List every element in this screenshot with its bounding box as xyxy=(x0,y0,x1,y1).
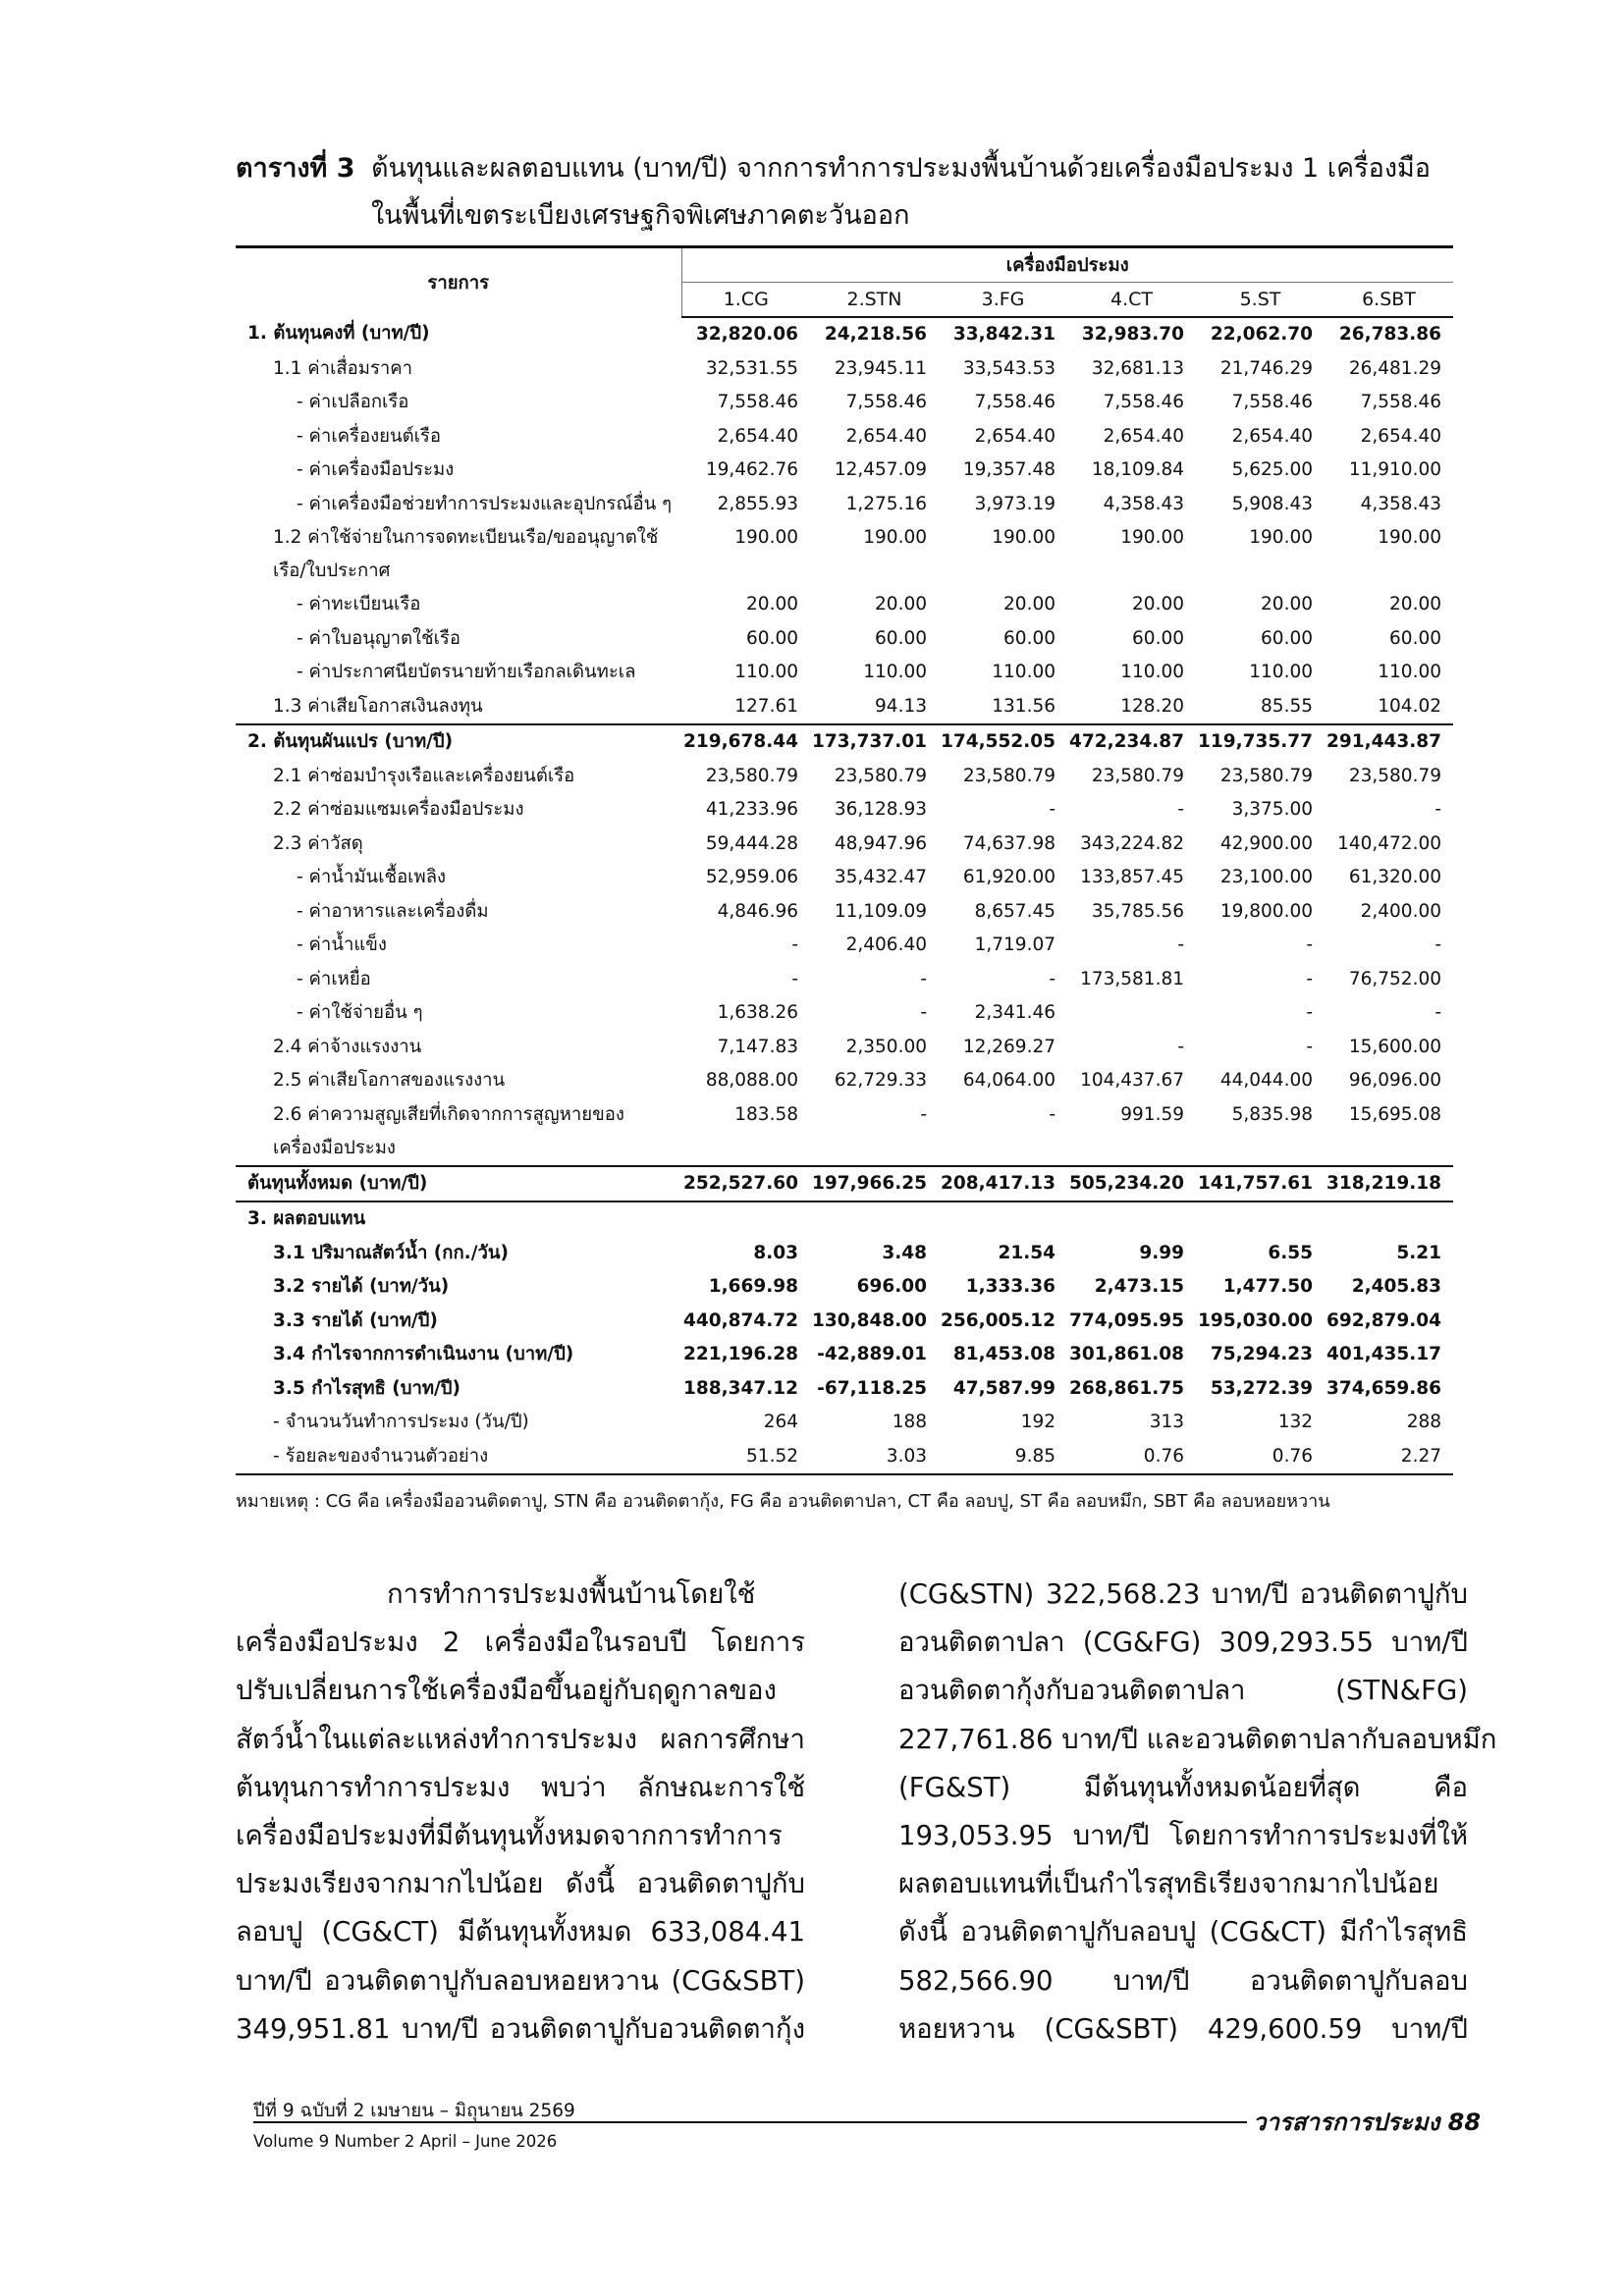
table-row xyxy=(236,724,1453,760)
row-label: 2. ต้นทุนผันแปร (บาท/ปี) xyxy=(236,724,681,760)
text-line: 193,053.95 บาท/ปี โดยการทำการประมงที่ให้ xyxy=(898,1820,1468,1852)
row-label: - ค่าใช้จ่ายอื่น ๆ xyxy=(297,1002,423,1023)
cell-value: 11,109.09 xyxy=(834,900,927,922)
cell-value: 219,678.44 xyxy=(681,724,810,760)
cell-value: 33,543.53 xyxy=(962,357,1056,379)
row-label: 1.3 ค่าเสียโอกาสเงินลงทุน xyxy=(273,695,483,717)
cell-value: 133,857.45 xyxy=(1080,867,1184,887)
cell-value: 3.48 xyxy=(882,1242,927,1263)
cell-value: 4,358.43 xyxy=(1103,493,1184,514)
text-line: ลอบปู (CG&CT) มีต้นทุนทั้งหมด 633,084.41 xyxy=(236,1916,805,1949)
cell-value: 7,147.83 xyxy=(717,1036,798,1057)
text-line: อวนติดตากุ้งกับอวนติดตาปลา (STN&FG) xyxy=(898,1675,1468,1707)
cell-value: 23,945.11 xyxy=(834,357,927,379)
cell-value: 2.27 xyxy=(1325,1440,1453,1475)
table-row xyxy=(236,895,1453,930)
cell-value: 20.00 xyxy=(875,594,927,614)
cell-value: 9.85 xyxy=(939,1440,1067,1475)
row-label: ต้นทุนทั้งหมด (บาท/ปี) xyxy=(236,1166,681,1202)
cell-value: 2,350.00 xyxy=(845,1036,927,1057)
cell-value: 44,044.00 xyxy=(1219,1070,1313,1091)
cell-value: 3,973.19 xyxy=(974,493,1056,514)
cell-value: - xyxy=(1306,1002,1313,1023)
row-label: - ค่าเหยื่อ xyxy=(297,968,371,989)
cell-value: 104.02 xyxy=(1378,695,1441,717)
cell-value: 440,874.72 xyxy=(682,1309,798,1331)
cell-value: 2,654.40 xyxy=(845,425,927,447)
table-caption-label: ตารางที่ 3 xyxy=(236,153,355,184)
table-row xyxy=(236,1166,1453,1202)
cell-value: 20.00 xyxy=(1389,594,1441,614)
cell-value: 81,453.08 xyxy=(952,1344,1056,1364)
cell-value: 104,437.67 xyxy=(1080,1070,1184,1091)
text-line: 349,951.81 บาท/ปี อวนติดตาปูกับอวนติดตากุ้ง xyxy=(236,2012,805,2045)
cell-value: -42,889.01 xyxy=(817,1344,927,1364)
cell-value: 7,558.46 xyxy=(1231,392,1313,412)
row-label: - ค่าเครื่องมือช่วยทำการประมงและอุปกรณ์อื่น ๆ xyxy=(297,493,673,514)
row-label: 1.2 ค่าใช้จ่ายในการจดทะเบียนเรือ/ขออนุญาตใช้เรือ/ใบประกาศ xyxy=(273,527,659,581)
cell-value: - xyxy=(1435,1002,1441,1023)
text-line: อวนติดตาปลา (CG&FG) 309,293.55 บาท/ปี xyxy=(898,1627,1468,1659)
cell-value: 692,879.04 xyxy=(1326,1309,1441,1331)
cell-value: 32,983.70 xyxy=(1081,324,1184,345)
cell-value: 2,654.40 xyxy=(974,425,1056,447)
row-label: 2.2 ค่าซ่อมแซมเครื่องมือประมง xyxy=(273,799,524,820)
cell-value xyxy=(1196,1201,1325,1237)
cell-value: 18,109.84 xyxy=(1091,459,1184,480)
cell-value: 2,341.46 xyxy=(974,1002,1056,1023)
cell-value: 74,637.98 xyxy=(962,832,1056,854)
table-row xyxy=(236,1201,1453,1237)
cell-value: 318,219.18 xyxy=(1325,1166,1453,1202)
cell-value: 1,333.36 xyxy=(965,1276,1056,1297)
cell-value: 47,587.99 xyxy=(952,1377,1056,1399)
cell-value: 2,855.93 xyxy=(717,493,798,514)
cell-value xyxy=(681,1201,810,1237)
cell-value: 60.00 xyxy=(1261,627,1313,649)
text-line: 227,761.86 บาท/ปี และอวนติดตาปลากับลอบหมึก xyxy=(898,1723,1497,1755)
row-label: - ค่าเครื่องยนต์เรือ xyxy=(297,425,441,447)
cell-value xyxy=(1067,1201,1196,1237)
cell-value: 94.13 xyxy=(875,695,927,717)
cell-value: 52,959.06 xyxy=(705,867,798,887)
cell-value: 20.00 xyxy=(1261,594,1313,614)
cell-value: 7,558.46 xyxy=(974,392,1056,412)
cell-value: 141,757.61 xyxy=(1196,1166,1325,1202)
cell-value xyxy=(1325,1201,1453,1237)
cell-value: 190.00 xyxy=(1249,527,1313,548)
cell-value: 64,064.00 xyxy=(962,1070,1056,1091)
cell-value: 7,558.46 xyxy=(845,392,927,412)
cell-value: 23,580.79 xyxy=(962,765,1056,786)
cell-value: - xyxy=(1177,934,1184,955)
cell-value: 35,432.47 xyxy=(834,867,927,887)
cell-value: 2,405.83 xyxy=(1351,1276,1441,1297)
cell-value: 174,552.05 xyxy=(939,724,1067,760)
column-header: 5.ST xyxy=(1196,283,1325,318)
table-row xyxy=(236,996,1453,1031)
text-line: เครื่องมือประมง 2 เครื่องมือในรอบปี โดยการ xyxy=(236,1627,805,1659)
cell-value: - xyxy=(920,1103,927,1125)
cell-value: 33,842.31 xyxy=(952,324,1056,345)
cell-value: 2,654.40 xyxy=(717,425,798,447)
row-label: 2.1 ค่าซ่อมบำรุงเรือและเครื่องยนต์เรือ xyxy=(273,765,575,786)
cell-value: 401,435.17 xyxy=(1326,1344,1441,1364)
cell-value: 374,659.86 xyxy=(1326,1377,1441,1399)
row-label: 3.3 รายได้ (บาท/ปี) xyxy=(273,1309,438,1331)
cell-value: 60.00 xyxy=(746,627,798,649)
table-row xyxy=(236,1031,1453,1065)
cell-value: 5,908.43 xyxy=(1231,493,1313,514)
cell-value: 88,088.00 xyxy=(705,1070,798,1091)
table-row xyxy=(236,1270,1453,1305)
cell-value: 190.00 xyxy=(992,527,1056,548)
text-line: การทำการประมงพื้นบ้านโดยใช้ xyxy=(387,1578,756,1610)
text-line: หอยหวาน (CG&SBT) 429,600.59 บาท/ปี xyxy=(898,2012,1468,2045)
cell-value: - xyxy=(1177,1036,1184,1057)
cell-value: 15,600.00 xyxy=(1348,1036,1441,1057)
cell-value: - xyxy=(920,968,927,989)
cell-value: 110.00 xyxy=(863,662,927,682)
cell-value: 20.00 xyxy=(746,594,798,614)
cell-value: 110.00 xyxy=(1378,662,1441,682)
cell-value: 23,100.00 xyxy=(1219,867,1313,887)
table-row xyxy=(236,656,1453,690)
cell-value: - xyxy=(1049,968,1056,989)
table-row xyxy=(236,521,1453,588)
row-label: 3. ผลตอบแทน xyxy=(236,1201,681,1237)
cell-value: - xyxy=(920,1002,927,1023)
cell-value: 19,357.48 xyxy=(962,459,1056,480)
cell-value: 21.54 xyxy=(998,1242,1056,1263)
cell-value: 15,695.08 xyxy=(1348,1103,1441,1125)
cell-value: 188 xyxy=(892,1412,927,1432)
cell-value: 20.00 xyxy=(1132,594,1184,614)
cell-value: 313 xyxy=(1149,1412,1184,1432)
table-row xyxy=(236,1440,1453,1475)
cell-value: 53,272.39 xyxy=(1210,1377,1313,1399)
row-label: 2.6 ค่าความสูญเสียที่เกิดจากการสูญหายของเครื่องมือประมง xyxy=(273,1103,624,1158)
cell-value: 505,234.20 xyxy=(1067,1166,1196,1202)
cell-value: - xyxy=(1435,934,1441,955)
footer-issue: ปีที่ 9 ฉบับที่ 2 เมษายน – มิถุนายน 2569 xyxy=(253,2101,575,2121)
column-header: 4.CT xyxy=(1067,283,1196,318)
cell-value: 7,558.46 xyxy=(1360,392,1441,412)
cell-value: 221,196.28 xyxy=(682,1344,798,1364)
cell-value: - xyxy=(1306,968,1313,989)
text-line: ผลตอบแทนที่เป็นกำไรสุทธิเรียงจากมากไปน้อย xyxy=(898,1868,1439,1900)
cell-value: 264 xyxy=(763,1412,798,1432)
cell-value: 8.03 xyxy=(753,1242,798,1263)
row-label: 3.5 กำไรสุทธิ (บาท/ปี) xyxy=(273,1377,460,1399)
cell-value: 1,477.50 xyxy=(1222,1276,1313,1297)
body-text-left-column xyxy=(236,1571,805,2054)
cell-value: 7,558.46 xyxy=(1103,392,1184,412)
cell-value: 190.00 xyxy=(1120,527,1184,548)
row-label: - ร้อยละของจำนวนตัวอย่าง xyxy=(236,1440,681,1475)
table-row xyxy=(236,793,1453,828)
table-row xyxy=(236,690,1453,725)
table-row xyxy=(236,352,1453,387)
row-label: - ค่าอาหารและเครื่องดื่ม xyxy=(297,900,489,922)
text-line: (CG&STN) 322,568.23 บาท/ปี อวนติดตาปูกับ xyxy=(898,1578,1468,1610)
cell-value: - xyxy=(1177,799,1184,820)
table-row xyxy=(236,1406,1453,1440)
cell-value: - xyxy=(1049,799,1056,820)
footer-volume: Volume 9 Number 2 April – June 2026 xyxy=(253,2132,558,2151)
row-label: - ค่าน้ำมันเชื้อเพลิง xyxy=(297,867,447,887)
column-header: 1.CG xyxy=(681,283,810,318)
cell-value: 20.00 xyxy=(1003,594,1056,614)
cell-value: 991.59 xyxy=(1120,1103,1184,1125)
table-row xyxy=(236,420,1453,454)
cell-value: 132 xyxy=(1277,1412,1313,1432)
table-row xyxy=(236,1237,1453,1271)
cell-value: 252,527.60 xyxy=(681,1166,810,1202)
cell-value: 35,785.56 xyxy=(1091,900,1184,922)
cell-value: 183.58 xyxy=(734,1103,798,1125)
cell-value: 23,580.79 xyxy=(1348,765,1441,786)
cell-value: 23,580.79 xyxy=(1219,765,1313,786)
cell-value: 11,910.00 xyxy=(1348,459,1441,480)
cell-value: 2,406.40 xyxy=(845,934,927,955)
cell-value xyxy=(810,1201,939,1237)
table-row xyxy=(236,317,1453,352)
cell-value: - xyxy=(1306,1036,1313,1057)
table-row xyxy=(236,488,1453,522)
cell-value: 1,275.16 xyxy=(845,493,927,514)
cell-value: 76,752.00 xyxy=(1348,968,1441,989)
cell-value: 60.00 xyxy=(1389,627,1441,649)
text-line: 582,566.90 บาท/ปี อวนติดตาปูกับลอบ xyxy=(898,1964,1468,1997)
cell-value: 5,835.98 xyxy=(1231,1103,1313,1125)
cell-value: 26,783.86 xyxy=(1338,324,1441,345)
cell-value: 696.00 xyxy=(856,1276,927,1297)
cell-value: 110.00 xyxy=(1249,662,1313,682)
cell-value: 59,444.28 xyxy=(705,832,798,854)
cell-value: 140,472.00 xyxy=(1337,832,1441,854)
table-row xyxy=(236,963,1453,997)
cell-value: 5.21 xyxy=(1396,1242,1441,1263)
cell-value: 127.61 xyxy=(734,695,798,717)
body-text-right-column xyxy=(898,1571,1497,2054)
table-row xyxy=(236,1305,1453,1339)
cell-value: 1,638.26 xyxy=(717,1002,798,1023)
cell-value: 23,580.79 xyxy=(705,765,798,786)
cell-value: 62,729.33 xyxy=(834,1070,927,1091)
cell-value: 22,062.70 xyxy=(1210,324,1313,345)
cell-value: 343,224.82 xyxy=(1080,832,1184,854)
cell-value: 190.00 xyxy=(734,527,798,548)
cell-value: 96,096.00 xyxy=(1348,1070,1441,1091)
row-label: 3.1 ปริมาณสัตว์น้ำ (กก./วัน) xyxy=(273,1242,509,1263)
table-row xyxy=(236,454,1453,488)
cell-value: -67,118.25 xyxy=(817,1377,927,1399)
cell-value: 472,234.87 xyxy=(1067,724,1196,760)
cell-value: 110.00 xyxy=(734,662,798,682)
row-label: - จำนวนวันทำการประมง (วัน/ปี) xyxy=(273,1412,529,1432)
cell-value: 48,947.96 xyxy=(834,832,927,854)
cell-value: 24,218.56 xyxy=(824,324,927,345)
row-label: - ค่าเครื่องมือประมง xyxy=(297,459,455,480)
cell-value: 61,320.00 xyxy=(1348,867,1441,887)
cell-value: 190.00 xyxy=(863,527,927,548)
cell-value: 119,735.77 xyxy=(1196,724,1325,760)
cell-value: 60.00 xyxy=(1132,627,1184,649)
cell-value: 2,654.40 xyxy=(1360,425,1441,447)
table-row xyxy=(236,760,1453,794)
footer-journal-page: วารสารการประมง 88 xyxy=(1253,2109,1482,2136)
row-label: 3.2 รายได้ (บาท/วัน) xyxy=(273,1276,450,1297)
cell-value: 256,005.12 xyxy=(940,1309,1056,1331)
table-row xyxy=(236,1372,1453,1407)
cell-value: 41,233.96 xyxy=(705,799,798,820)
table-row xyxy=(236,588,1453,622)
table-row xyxy=(236,1338,1453,1372)
cell-value: 19,462.76 xyxy=(705,459,798,480)
cell-value: 6.55 xyxy=(1268,1242,1313,1263)
row-label: 2.5 ค่าเสียโอกาสของแรงงาน xyxy=(273,1070,506,1091)
cell-value: 288 xyxy=(1406,1412,1441,1432)
cell-value: 51.52 xyxy=(681,1440,810,1475)
cell-value: 3.03 xyxy=(810,1440,939,1475)
cell-value: 188,347.12 xyxy=(682,1377,798,1399)
cell-value: 208,417.13 xyxy=(939,1166,1067,1202)
cell-value: 110.00 xyxy=(992,662,1056,682)
cell-value xyxy=(939,1201,1067,1237)
cell-value: 291,443.87 xyxy=(1325,724,1453,760)
row-header: รายการ xyxy=(236,247,681,318)
cell-value xyxy=(1067,996,1196,1031)
cell-value: 32,531.55 xyxy=(705,357,798,379)
row-label: 2.3 ค่าวัสดุ xyxy=(273,832,363,854)
table-row xyxy=(236,828,1453,862)
cell-value: 1,669.98 xyxy=(708,1276,798,1297)
cell-value: 110.00 xyxy=(1120,662,1184,682)
table-row xyxy=(236,861,1453,895)
cell-value: 12,457.09 xyxy=(834,459,927,480)
cell-value: 19,800.00 xyxy=(1219,900,1313,922)
table-row xyxy=(236,1064,1453,1098)
cell-value: 36,128.93 xyxy=(834,799,927,820)
cell-value: 85.55 xyxy=(1261,695,1313,717)
row-label: 2.4 ค่าจ้างแรงงาน xyxy=(273,1036,422,1057)
cell-value: 0.76 xyxy=(1196,1440,1325,1475)
cell-value: - xyxy=(791,968,798,989)
cell-value: 12,269.27 xyxy=(962,1036,1056,1057)
cell-value: 173,737.01 xyxy=(810,724,939,760)
cell-value: 23,580.79 xyxy=(1091,765,1184,786)
text-line: สัตว์น้ำในแต่ละแหล่งทำการประมง ผลการศึกษา xyxy=(236,1723,805,1755)
cell-value: 2,654.40 xyxy=(1103,425,1184,447)
table-row xyxy=(236,929,1453,963)
cell-value: 3,375.00 xyxy=(1231,799,1313,820)
row-label: - ค่าใบอนุญาตใช้เรือ xyxy=(297,627,460,649)
cost-return-table xyxy=(236,245,1453,1475)
cell-value: 1,719.07 xyxy=(974,934,1056,955)
cell-value: 60.00 xyxy=(875,627,927,649)
row-label: 1.1 ค่าเสื่อมราคา xyxy=(273,357,413,379)
row-label: - ค่าทะเบียนเรือ xyxy=(297,594,421,614)
row-label: - ค่าประกาศนียบัตรนายท้ายเรือกลเดินทะเล xyxy=(297,662,636,682)
text-line: (FG&ST) มีต้นทุนทั้งหมดน้อยที่สุด คือ xyxy=(898,1771,1468,1803)
table-body xyxy=(236,317,1453,1474)
cell-value: 0.76 xyxy=(1067,1440,1196,1475)
cell-value: 61,920.00 xyxy=(962,867,1056,887)
table-caption-line-1: ต้นทุนและผลตอบแทน (บาท/ปี) จากการทำการประมงพื้นบ้านด้วยเครื่องมือประมง 1 เครื่องมือ xyxy=(371,153,1432,184)
cell-value: 2,473.15 xyxy=(1094,1276,1184,1297)
cell-value: 4,358.43 xyxy=(1360,493,1441,514)
cell-value: 301,861.08 xyxy=(1068,1344,1184,1364)
table-note: หมายเหตุ : CG คือ เครื่องมืออวนติดตาปู, STN คือ อวนติดตากุ้ง, FG คือ อวนติดตาปลา, CT คือ ลอบปู, ST คือ ลอบหมึก, SBT คือ ลอบหอยหวาน xyxy=(236,1491,1330,1512)
cell-value: 2,400.00 xyxy=(1360,900,1441,922)
group-header: เครื่องมือประมง xyxy=(681,247,1453,283)
footer-rule xyxy=(253,2121,1247,2123)
text-line: ปรับเปลี่ยนการใช้เครื่องมือขึ้นอยู่กับฤดูกาลของ xyxy=(236,1675,777,1707)
text-line: ประมงเรียงจากมากไปน้อย ดังนี้ อวนติดตาปูกับ xyxy=(236,1868,805,1900)
cell-value: 192 xyxy=(1020,1412,1056,1432)
row-label: - ค่าเปลือกเรือ xyxy=(297,392,409,412)
row-label: 1. ต้นทุนคงที่ (บาท/ปี) xyxy=(247,323,430,344)
cell-value: - xyxy=(1435,799,1441,820)
cell-value: 128.20 xyxy=(1120,695,1184,717)
cell-value: 32,820.06 xyxy=(695,324,798,345)
cell-value: 2,654.40 xyxy=(1231,425,1313,447)
text-line: เครื่องมือประมงที่มีต้นทุนทั้งหมดจากการทำการ xyxy=(236,1820,783,1852)
row-label: - ค่าน้ำแข็ง xyxy=(297,934,387,955)
table-row xyxy=(236,622,1453,657)
cell-value: 268,861.75 xyxy=(1068,1377,1184,1399)
column-header: 2.STN xyxy=(810,283,939,318)
cell-value: 5,625.00 xyxy=(1231,459,1313,480)
cell-value: 195,030.00 xyxy=(1197,1309,1313,1331)
cell-value: - xyxy=(791,934,798,955)
table-row xyxy=(236,1098,1453,1166)
cell-value: 774,095.95 xyxy=(1068,1309,1184,1331)
text-line: ดังนี้ อวนติดตาปูกับลอบปู (CG&CT) มีกำไรสุทธิ xyxy=(898,1916,1468,1949)
column-header: 6.SBT xyxy=(1325,283,1453,318)
cell-value: 130,848.00 xyxy=(811,1309,927,1331)
cell-value: 42,900.00 xyxy=(1219,832,1313,854)
cell-value: 190.00 xyxy=(1378,527,1441,548)
cell-value: 32,681.13 xyxy=(1091,357,1184,379)
cell-value: 7,558.46 xyxy=(717,392,798,412)
cell-value: - xyxy=(1306,934,1313,955)
cell-value: 26,481.29 xyxy=(1348,357,1441,379)
table-row xyxy=(236,386,1453,420)
text-line: ต้นทุนการทำการประมง พบว่า ลักษณะการใช้ xyxy=(236,1771,805,1803)
table-caption-line-2: ในพื้นที่เขตระเบียงเศรษฐกิจพิเศษภาคตะวันออก xyxy=(371,200,910,231)
row-label: 3.4 กำไรจากการดำเนินงาน (บาท/ปี) xyxy=(273,1344,574,1364)
cell-value: 23,580.79 xyxy=(834,765,927,786)
cell-value: 197,966.25 xyxy=(810,1166,939,1202)
column-header: 3.FG xyxy=(939,283,1067,318)
cell-value: 9.99 xyxy=(1139,1242,1184,1263)
cell-value: 75,294.23 xyxy=(1210,1344,1313,1364)
cell-value: 173,581.81 xyxy=(1080,968,1184,989)
cell-value: - xyxy=(1049,1103,1056,1125)
cell-value: 60.00 xyxy=(1003,627,1056,649)
cell-value: 8,657.45 xyxy=(974,900,1056,922)
cell-value: 4,846.96 xyxy=(717,900,798,922)
text-line: บาท/ปี อวนติดตาปูกับลอบหอยหวาน (CG&SBT) xyxy=(236,1964,805,1997)
cell-value: 21,746.29 xyxy=(1219,357,1313,379)
cell-value: 131.56 xyxy=(992,695,1056,717)
